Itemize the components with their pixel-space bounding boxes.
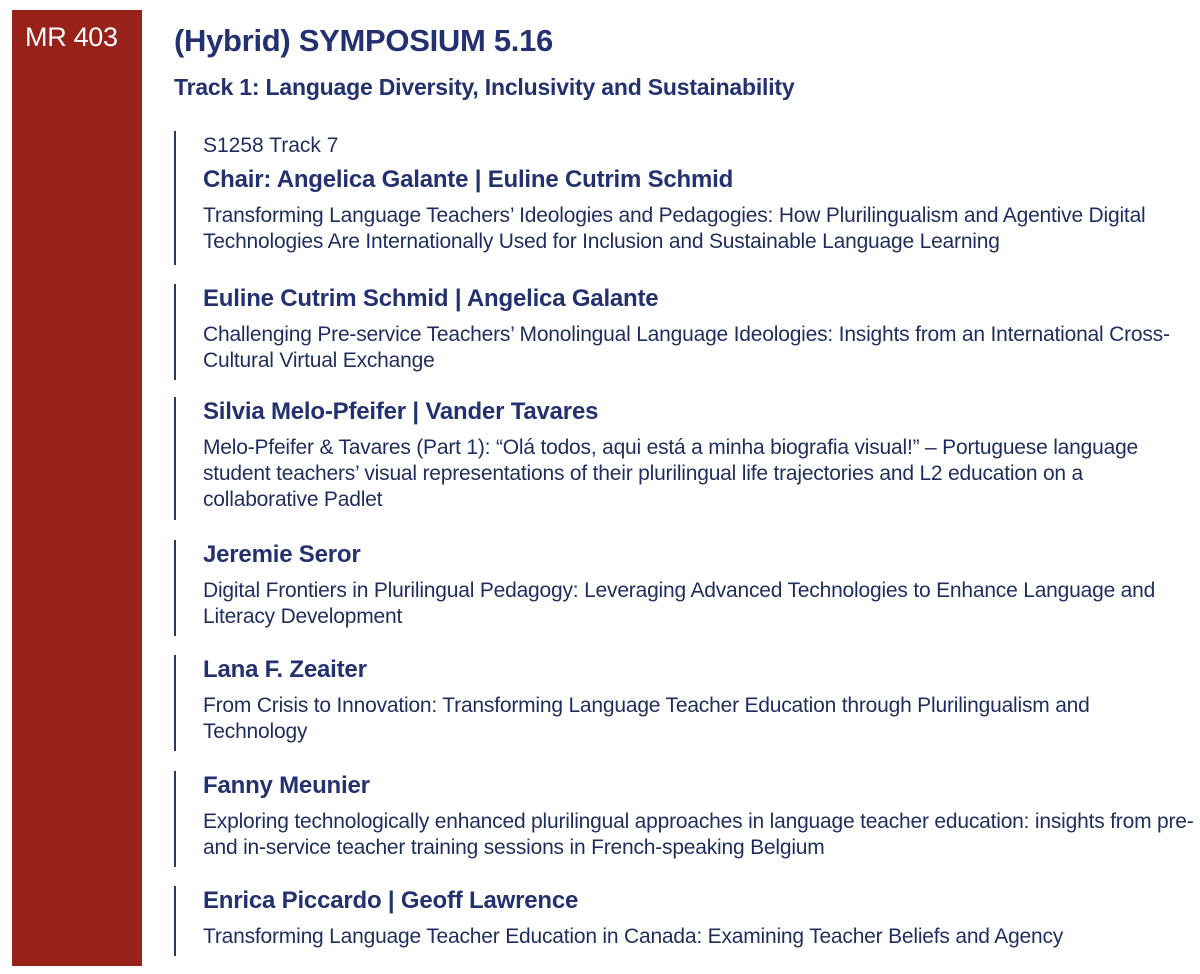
session-title: Melo-Pfeifer & Tavares (Part 1): “Olá todos, aqui está a minha biografia visual!” – Portuguese language student teachers’ visual representations of their plurilingual life trajectories and L2 education on a collaborative Padlet [203, 436, 1139, 511]
session-presenters: Enrica Piccardo | Geoff Lawrence [203, 887, 579, 914]
session-title: Challenging Pre-service Teachers’ Monolingual Language Ideologies: Insights from an International Cross-Cultural Virtual Exchange [203, 323, 1170, 372]
session-title: Exploring technologically enhanced plurilingual approaches in language teacher education: insights from pre- and in-service teacher training sessions in French-speaking Belgium [203, 810, 1194, 859]
session-title: Transforming Language Teachers’ Ideologies and Pedagogies: How Plurilingualism and Agentive Digital Technologies Are Internationally Used for Inclusion and Sustainable Language Learning [203, 204, 1146, 253]
session-title: From Crisis to Innovation: Transforming Language Teacher Education through Plurilingualism and Technology [203, 694, 1090, 743]
session-item [174, 886, 1063, 956]
room-number: MR 403 [25, 22, 118, 52]
session-code: S1258 Track 7 [203, 134, 339, 157]
room-label-bar [12, 10, 142, 966]
session-title: Digital Frontiers in Plurilingual Pedagogy: Leveraging Advanced Technologies to Enhance Language and Literacy Development [203, 579, 1156, 628]
symposium-title: (Hybrid) SYMPOSIUM 5.16 [174, 23, 553, 58]
session-presenters: Chair: Angelica Galante | Euline Cutrim Schmid [203, 166, 734, 193]
session-presenters: Jeremie Seror [203, 541, 361, 568]
session-presenters: Fanny Meunier [203, 772, 370, 799]
session-item [174, 540, 1194, 636]
session-item [174, 655, 1194, 751]
session-item-chair [174, 131, 1194, 265]
session-presenters: Lana F. Zeaiter [203, 656, 367, 683]
symposium-header [174, 22, 1194, 102]
session-item [174, 284, 1194, 380]
session-presenters: Silvia Melo-Pfeifer | Vander Tavares [203, 398, 599, 425]
session-item [174, 771, 1194, 867]
session-title: Transforming Language Teacher Education in Canada: Examining Teacher Beliefs and Agency [203, 925, 1064, 948]
track-title: Track 1: Language Diversity, Inclusivity and Sustainability [174, 74, 795, 100]
session-item [174, 397, 1194, 520]
session-presenters: Euline Cutrim Schmid | Angelica Galante [203, 285, 659, 312]
